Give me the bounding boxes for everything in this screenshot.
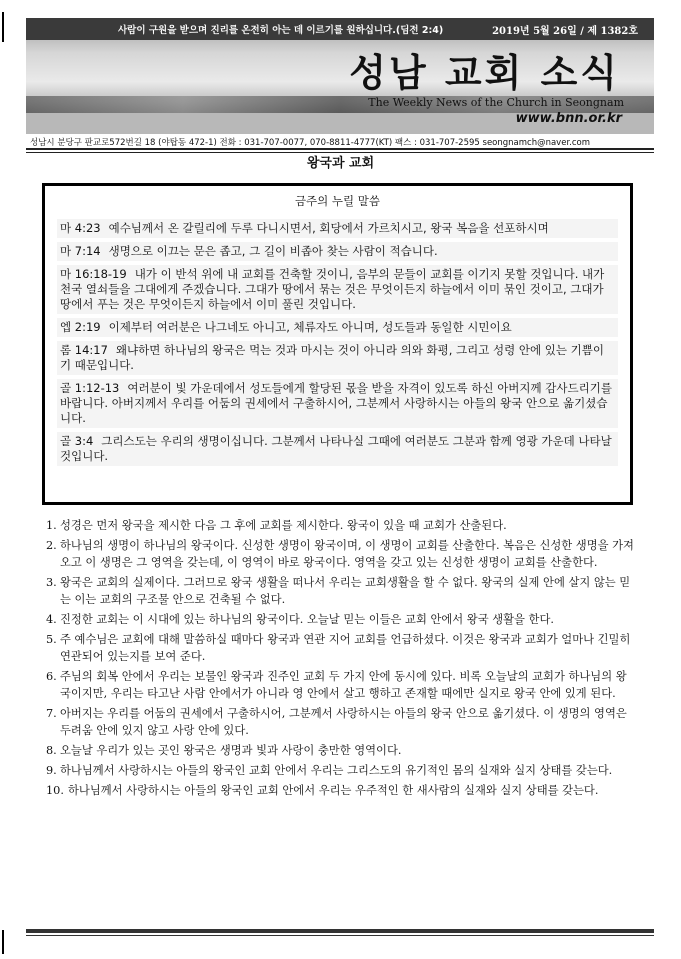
verse-ref: 골 1:12-13: [60, 381, 120, 395]
verse-text: 생명으로 이끄는 문은 좁고, 그 길이 비좁아 찾는 사람이 적습니다.: [108, 244, 438, 258]
verse-item: [57, 318, 618, 337]
outline-points: [46, 517, 636, 802]
verse-item: [57, 379, 618, 428]
point-number: 6.: [46, 670, 57, 683]
point-text: 진정한 교회는 이 시대에 있는 하나님의 왕국이다. 오늘날 믿는 이들은 교회 안에서 왕국 생활을 한다.: [60, 613, 554, 626]
verse-item: [57, 265, 618, 314]
issue-date: 2019년 5월 26일 / 제 1382호: [492, 26, 638, 37]
verse-ref: 마 7:14: [60, 244, 101, 258]
verse-box-title: 금주의 누릴 말씀: [294, 194, 381, 208]
point-number: 1.: [46, 519, 57, 532]
point-text: 오늘날 우리가 있는 곳인 왕국은 생명과 빛과 사랑이 충만한 영역이다.: [60, 744, 402, 757]
header-motto: 사람이 구원을 받으며 진리를 온전히 아는 데 이르기를 원하십니다.(딤전 2:4): [118, 25, 444, 36]
point-text: 주님의 회복 안에서 우리는 보물인 왕국과 진주인 교회 두 가지 안에 동시에 있다. 비록 오늘날의 교회가 하나님의 왕국이지만, 우리는 타고난 사람 안에서가 아니라 영 안에서 살고 행하고 존재할 때에만 실지로 왕국 안에 있게 된다.: [60, 670, 627, 700]
verse-item: [57, 341, 618, 375]
point-number: 10.: [46, 784, 64, 797]
footer-divider: [26, 929, 654, 933]
verse-ref: 골 3:4: [60, 434, 94, 448]
weekly-verses-box: [42, 183, 633, 505]
verse-text: 이제부터 여러분은 나그네도 아니고, 체류자도 아니며, 성도들과 동일한 시민이요: [108, 320, 512, 334]
verse-ref: 롬 14:17: [60, 343, 108, 357]
header-banner: [26, 18, 654, 134]
list-item: [46, 631, 636, 665]
point-text: 왕국은 교회의 실제이다. 그러므로 왕국 생활을 떠나서 우리는 교회생활을 할 수 없다. 왕국의 실제 안에 살지 않는 믿는 이는 교회의 구조물 안으로 건축될 수 없다.: [60, 576, 631, 606]
list-item: [46, 537, 636, 571]
verse-ref: 엡 2:19: [60, 320, 101, 334]
page-edge-mark: [2, 12, 4, 42]
verse-ref: 마 4:23: [60, 221, 101, 235]
point-number: 8.: [46, 744, 57, 757]
verse-text: 왜냐하면 하나님의 왕국은 먹는 것과 마시는 것이 아니라 의와 화평, 그리고 성령 안에 있는 기쁨이기 때문입니다.: [60, 343, 604, 372]
newsletter-subtitle: The Weekly News of the Church in Seongnam: [368, 96, 624, 109]
list-item: [46, 574, 636, 608]
verse-item: [57, 219, 618, 238]
verse-text: 여러분이 빛 가운데에서 성도들에게 할당된 몫을 받을 자격이 있도록 하신 아버지께 감사드리기를 바랍니다. 아버지께서 우리를 어둠의 권세에서 구출하시어, 그분께서 사랑하시는 아들의 왕국 안으로 옮기셨습니다.: [60, 381, 612, 425]
point-number: 4.: [46, 613, 57, 626]
footer-divider: [26, 935, 654, 936]
website-link[interactable]: www.bnn.or.kr: [515, 111, 622, 126]
point-number: 3.: [46, 576, 57, 589]
verse-item: [57, 432, 618, 466]
verse-text: 내가 이 반석 위에 내 교회를 건축할 것이니, 음부의 문들이 교회를 이기지 못할 것입니다. 내가 천국 열쇠들을 그대에게 주겠습니다. 그대가 땅에서 묶는 것은 무엇이든지 하늘에서 이미 묶인 것이고, 그대가 땅에서 푸는 것은 무엇이든지 하늘에서 이미 풀린 것입니다.: [60, 267, 605, 311]
point-text: 하나님의 생명이 하나님의 왕국이다. 신성한 생명이 왕국이며, 이 생명이 교회를 산출한다. 복음은 신성한 생명을 가져오고 이 생명은 그 영역을 갖는데, 이 영역이 바로 왕국이다. 영역을 갖고 있는 신성한 생명이 교회를 산출한다.: [60, 539, 634, 569]
verse-text: 그리스도는 우리의 생명이십니다. 그분께서 나타나실 그때에 여러분도 그분과 함께 영광 가운데 나타날 것입니다.: [60, 434, 612, 463]
point-number: 9.: [46, 764, 57, 777]
verse-ref: 마 16:18-19: [60, 267, 127, 281]
verse-item: [57, 242, 618, 261]
point-text: 아버지는 우리를 어둠의 권세에서 구출하시어, 그분께서 사랑하시는 아들의 왕국 안으로 옮기셨다. 이 생명의 영역은 두려움 안에 있지 않고 사랑 안에 있다.: [60, 707, 627, 737]
page-edge-mark: [2, 930, 4, 954]
point-text: 성경은 먼저 왕국을 제시한 다음 그 후에 교회를 제시한다. 왕국이 있을 때 교회가 산출된다.: [60, 519, 507, 532]
point-text: 하나님께서 사랑하시는 아들의 왕국인 교회 안에서 우리는 우주적인 한 새사람의 실재와 실지 상태를 갖는다.: [68, 784, 599, 797]
point-text: 주 예수님은 교회에 대해 말씀하실 때마다 왕국과 연관 지어 교회를 언급하셨다. 이것은 왕국과 교회가 얼마나 긴밀히 연관되어 있는지를 보여 준다.: [60, 633, 631, 663]
list-item: [46, 782, 636, 799]
verse-text: 예수님께서 온 갈릴리에 두루 다니시면서, 회당에서 가르치시고, 왕국 복음을 선포하시며: [108, 221, 549, 235]
point-number: 7.: [46, 707, 57, 720]
contact-info: 성남시 분당구 판교로572번길 18 (야탑동 472-1) 전화 : 031-707-0077, 070-8811-4777(KT) 팩스 : 031-707-2595 seongnamch@naver.com: [30, 138, 591, 148]
divider: [26, 148, 654, 150]
newsletter-title: 성남 교회 소식: [349, 51, 620, 95]
list-item: [46, 668, 636, 702]
section-title: 왕국과 교회: [306, 156, 375, 171]
list-item: [46, 705, 636, 739]
list-item: [46, 611, 636, 628]
verse-list: [57, 219, 618, 470]
point-number: 2.: [46, 539, 57, 552]
point-number: 5.: [46, 633, 57, 646]
list-item: [46, 742, 636, 759]
list-item: [46, 517, 636, 534]
point-text: 하나님께서 사랑하시는 아들의 왕국인 교회 안에서 우리는 그리스도의 유기적인 몸의 실재와 실지 상태를 갖는다.: [60, 764, 613, 777]
list-item: [46, 762, 636, 779]
